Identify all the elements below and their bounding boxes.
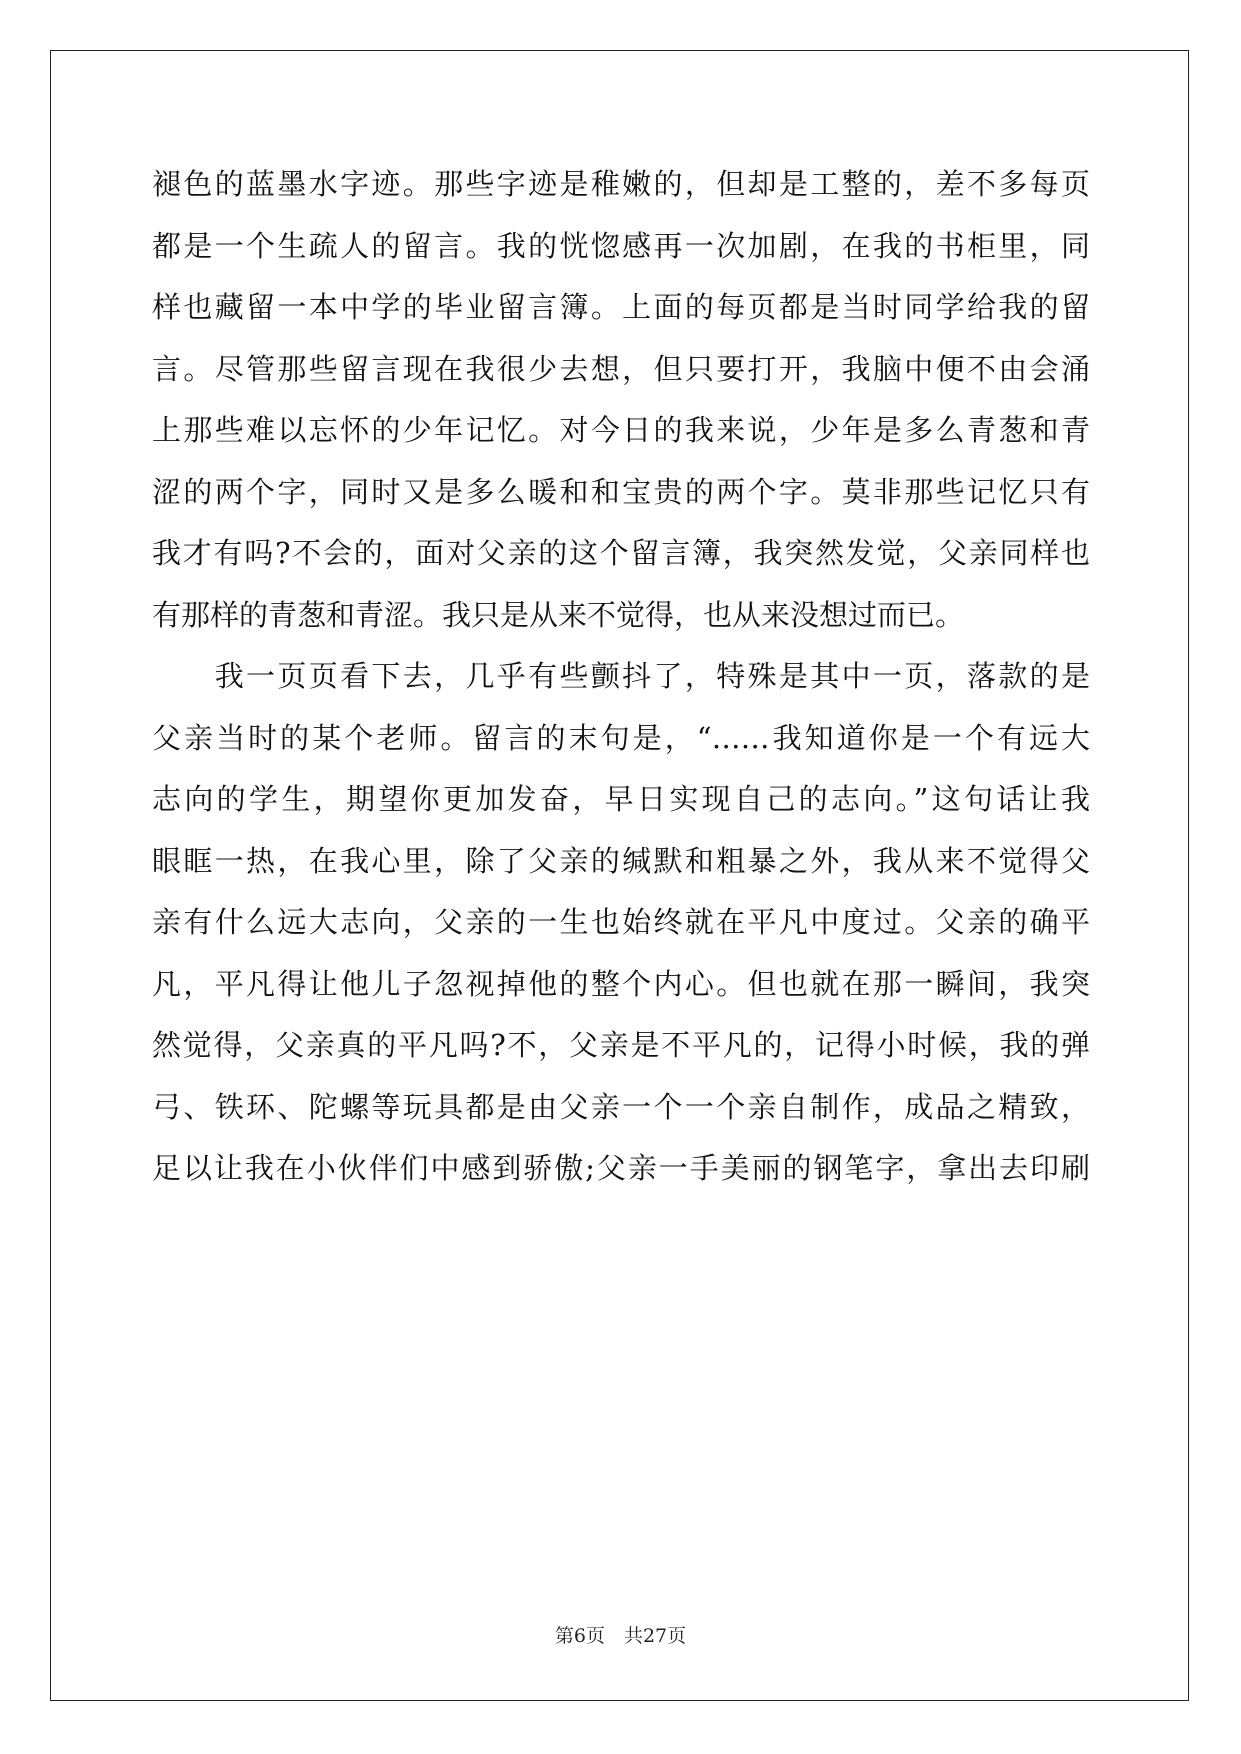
text-line: 样也藏留一本中学的毕业留言簿。上面的每页都是当时同学给我的留 [152, 290, 1090, 324]
text-line: 父亲当时的某个老师。留言的末句是，“……我知道你是一个有远大 [152, 720, 1090, 755]
body-text [152, 154, 1090, 1200]
text-line: 弓、铁环、陀螺等玩具都是由父亲一个一个亲自制作，成品之精致， [152, 1089, 1090, 1124]
text-line: 上那些难以忘怀的少年记忆。对今日的我来说，少年是多么青葱和青 [152, 413, 1090, 447]
text-line: 都是一个生疏人的留言。我的恍惚感再一次加剧，在我的书柜里，同 [152, 228, 1090, 263]
page-number: 第6页 共27页 [554, 1625, 687, 1647]
text-line: 亲有什么远大志向，父亲的一生也始终就在平凡中度过。父亲的确平 [152, 905, 1090, 939]
text-line: 足以让我在小伙伴们中感到骄傲;父亲一手美丽的钢笔字，拿出去印刷 [152, 1151, 1090, 1185]
text-line: 言。尽管那些留言现在我很少去想，但只要打开，我脑中便不由会涌 [152, 351, 1090, 386]
text-line: 涩的两个字，同时又是多么暖和和宝贵的两个字。莫非那些记忆只有 [152, 474, 1090, 509]
text-line: 凡，平凡得让他儿子忽视掉他的整个内心。但也就在那一瞬间，我突 [152, 966, 1090, 1001]
text-line: 我才有吗?不会的，面对父亲的这个留言簿，我突然发觉，父亲同样也 [152, 536, 1090, 570]
text-line: 有那样的青葱和青涩。我只是从来不觉得，也从来没想过而已。 [152, 597, 965, 632]
text-line: 志向的学生，期望你更加发奋，早日实现自己的志向。”这句话让我 [152, 782, 1090, 816]
text-line: 我一页页看下去，几乎有些颤抖了，特殊是其中一页，落款的是 [152, 659, 1090, 693]
text-line: 眼眶一热，在我心里，除了父亲的缄默和粗暴之外，我从来不觉得父 [152, 843, 1090, 878]
text-line: 然觉得，父亲真的平凡吗?不，父亲是不平凡的，记得小时候，我的弹 [152, 1028, 1090, 1062]
text-line: 褪色的蓝墨水字迹。那些字迹是稚嫩的，但却是工整的，差不多每页 [152, 167, 1090, 201]
